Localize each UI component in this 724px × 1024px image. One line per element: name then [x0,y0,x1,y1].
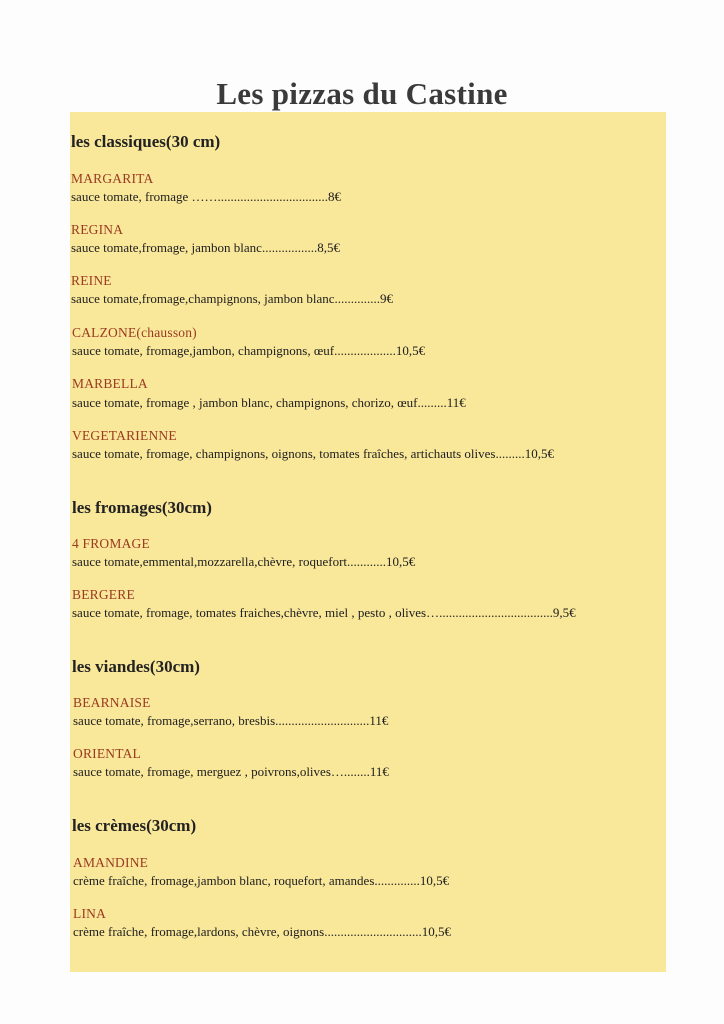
pizza-description: sauce tomate, fromage, tomates fraiches,chèvre, miel , pesto , olives…...................................9,5€ [72,605,576,620]
pizza-description: sauce tomate, fromage , jambon blanc, champignons, chorizo, œuf.........11€ [72,395,466,410]
section-heading-classiques: les classiques(30 cm) [71,132,221,151]
section-heading-cremes: les crèmes(30cm) [72,816,197,835]
pizza-name: VEGETARIENNE [72,428,177,443]
pizza-name: CALZONE(chausson) [72,325,197,340]
pizza-description: sauce tomate,fromage, jambon blanc.................8,5€ [71,240,340,255]
pizza-name: AMANDINE [73,855,149,870]
pizza-name: 4 FROMAGE [72,536,150,551]
page-title: Les pizzas du Castine [216,76,508,111]
pizza-name: REINE [71,273,112,288]
section-heading-fromages: les fromages(30cm) [72,498,212,517]
pizza-name: ORIENTAL [73,746,142,761]
pizza-description: sauce tomate, fromage, champignons, oignons, tomates fraîches, artichauts olives.........10,5€ [72,446,554,461]
pizza-name: BERGERE [72,587,135,602]
pizza-name: LINA [73,906,107,921]
pizza-description: crème fraîche, fromage,jambon blanc, roquefort, amandes..............10,5€ [73,873,450,888]
pizza-description: sauce tomate,fromage,champignons, jambon blanc..............9€ [71,291,394,306]
section-heading-viandes: les viandes(30cm) [72,657,200,676]
pizza-description: sauce tomate,emmental,mozzarella,chèvre, roquefort............10,5€ [72,554,416,569]
pizza-description: crème fraîche, fromage,lardons, chèvre, oignons..............................10,5€ [73,924,451,939]
pizza-description: sauce tomate, fromage ……..................................8€ [71,189,342,204]
pizza-description: sauce tomate, fromage,jambon, champignons, œuf...................10,5€ [72,343,426,358]
pizza-name: MARGARITA [71,171,154,186]
pizza-name: MARBELLA [72,376,148,391]
pizza-name: REGINA [71,222,124,237]
pizza-name: BEARNAISE [73,695,151,710]
pizza-description: sauce tomate, fromage, merguez , poivrons,olives…........11€ [73,764,389,779]
pizza-description: sauce tomate, fromage,serrano, bresbis.............................11€ [73,713,389,728]
